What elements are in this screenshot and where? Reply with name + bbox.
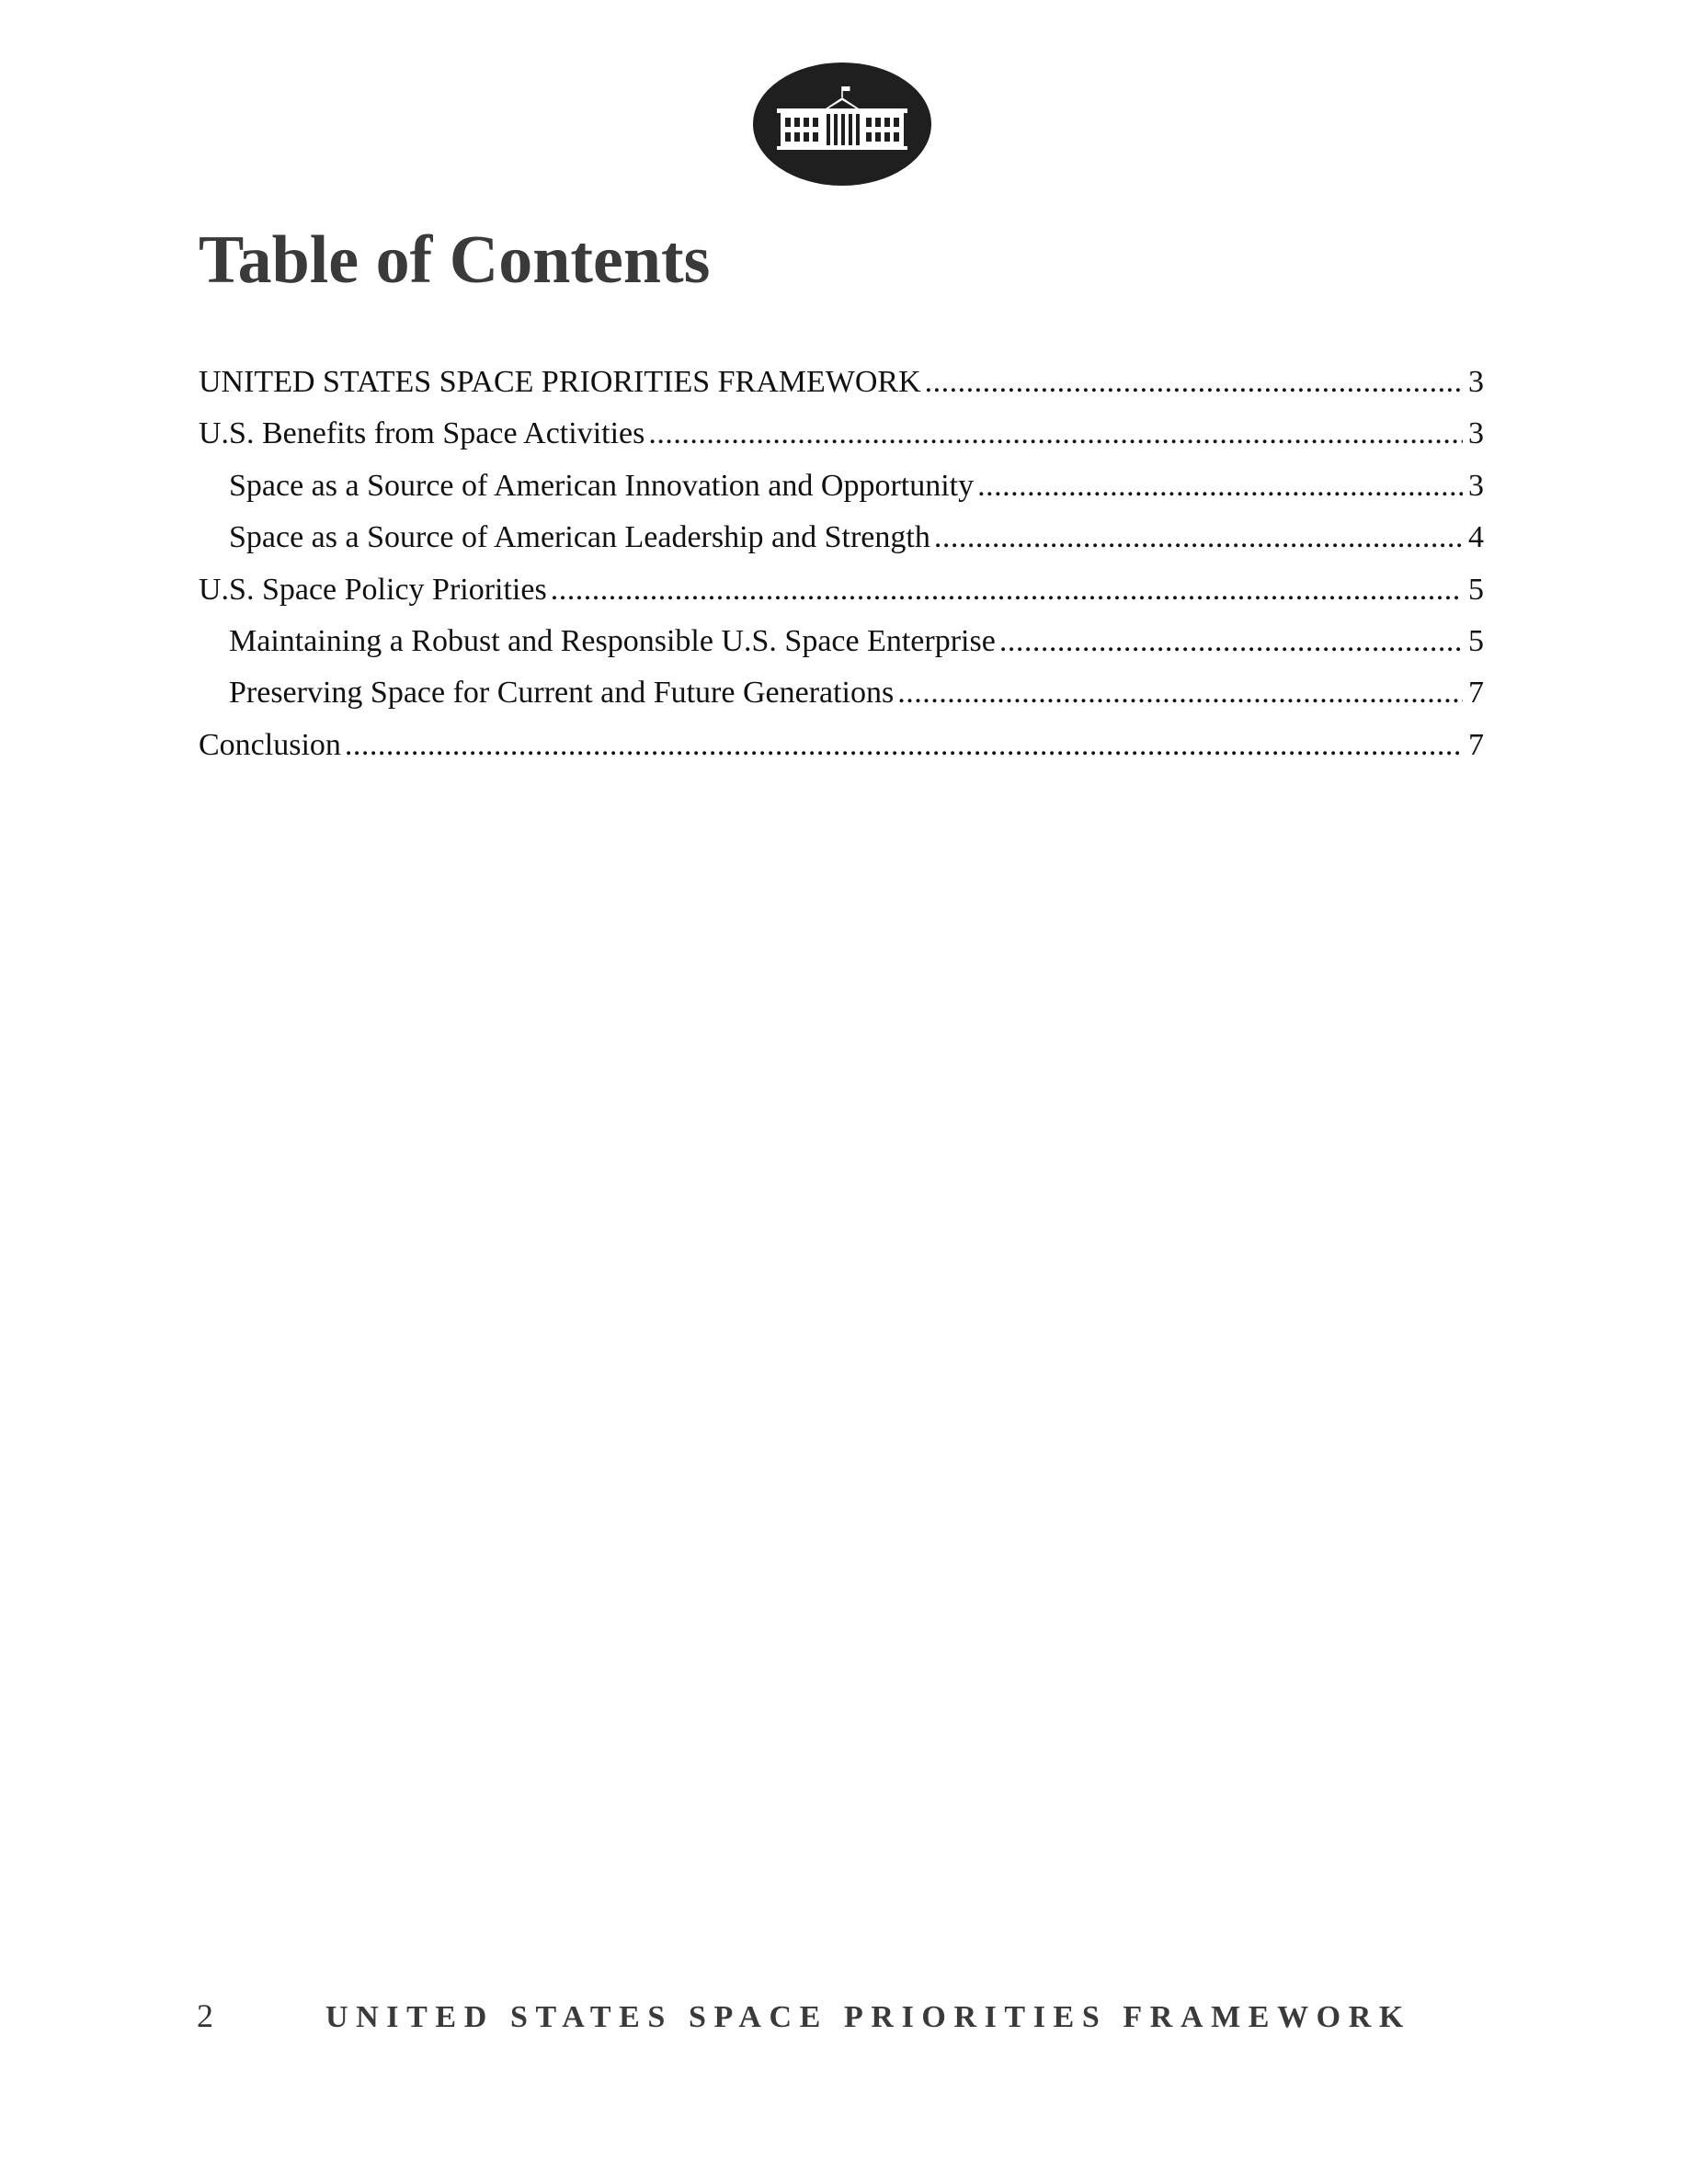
toc-entry-page: 7: [1463, 667, 1484, 719]
toc-dot-leader: [934, 512, 1463, 563]
toc-dot-leader: [925, 357, 1463, 408]
toc-entry-page: 3: [1463, 461, 1484, 512]
toc-entry-title: Conclusion: [199, 720, 345, 771]
toc-entry-page: 5: [1463, 564, 1484, 616]
toc-entry-page: 7: [1463, 720, 1484, 771]
page-footer: [197, 1996, 1411, 2035]
toc-entry-title: U.S. Space Policy Priorities: [199, 564, 551, 616]
toc-dot-leader: [897, 667, 1463, 719]
toc-dot-leader: [977, 461, 1463, 512]
toc-dot-leader: [648, 408, 1463, 460]
table-of-contents: [199, 357, 1484, 771]
toc-entry-page: 3: [1463, 408, 1484, 460]
toc-dot-leader: [345, 720, 1463, 771]
toc-entry-title: Space as a Source of American Leadership and Strength: [229, 512, 934, 563]
footer-page-number: 2: [197, 1997, 213, 2034]
toc-entry[interactable]: [199, 357, 1484, 408]
white-house-icon: [753, 63, 931, 186]
toc-entry-title: Maintaining a Robust and Responsible U.S. Space Enterprise: [229, 616, 999, 667]
toc-entry-title: Space as a Source of American Innovation and Opportunity: [229, 461, 977, 512]
toc-entry-page: 5: [1463, 616, 1484, 667]
white-house-logo: [753, 63, 931, 186]
toc-entry-page: 4: [1463, 512, 1484, 563]
toc-entry-title: Preserving Space for Current and Future Generations: [229, 667, 897, 719]
footer-document-title: UNITED STATES SPACE PRIORITIES FRAMEWORK: [325, 2000, 1411, 2034]
toc-entry[interactable]: [199, 461, 1484, 512]
toc-entry[interactable]: [199, 564, 1484, 616]
toc-entry-title: UNITED STATES SPACE PRIORITIES FRAMEWORK: [199, 357, 925, 408]
toc-entry[interactable]: [199, 616, 1484, 667]
toc-entry[interactable]: [199, 667, 1484, 719]
toc-entry-title: U.S. Benefits from Space Activities: [199, 408, 648, 460]
toc-entry[interactable]: [199, 408, 1484, 460]
toc-entry-page: 3: [1463, 357, 1484, 408]
toc-entry[interactable]: [199, 720, 1484, 771]
page-title: Table of Contents: [199, 222, 711, 298]
toc-dot-leader: [999, 616, 1463, 667]
toc-entry[interactable]: [199, 512, 1484, 563]
toc-dot-leader: [551, 564, 1463, 616]
